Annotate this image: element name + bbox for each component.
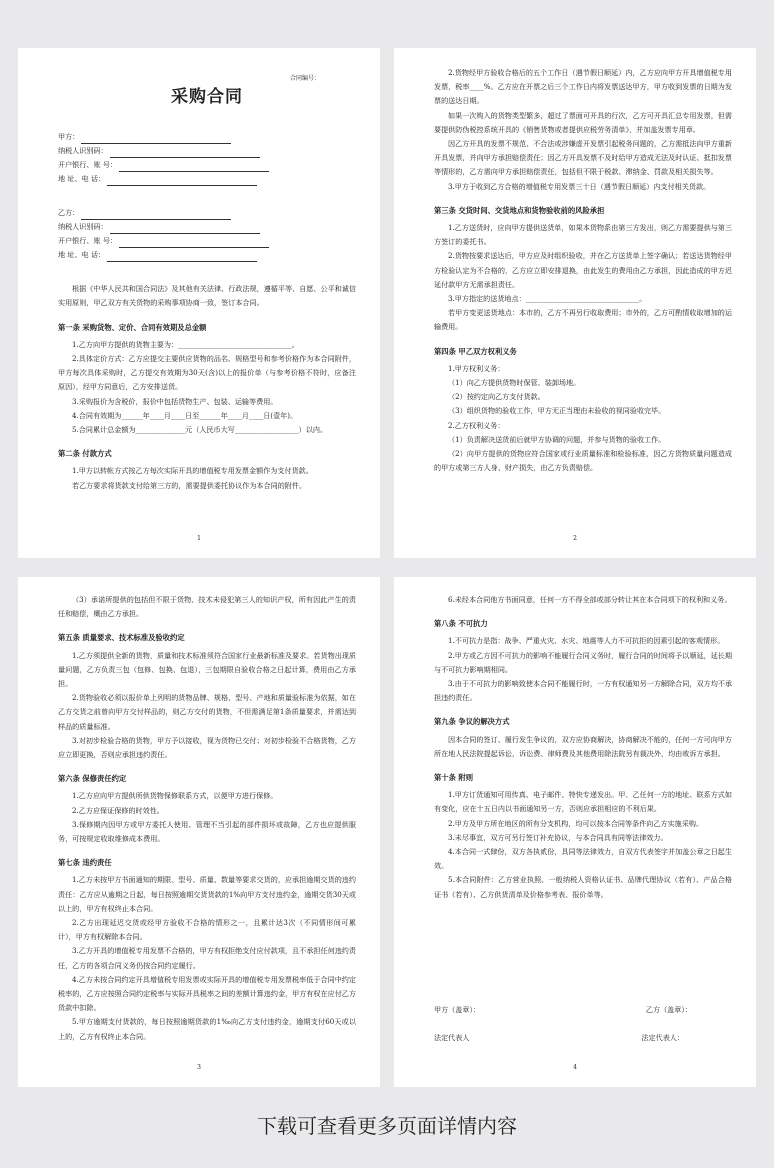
- blank-line: [119, 163, 269, 172]
- party-b-address-row: 地 址、电 话：: [58, 248, 356, 262]
- section-heading: 第六条 保修责任约定: [58, 774, 127, 784]
- clause: 2.甲方及甲方所在地区的所有分支机构，均可以按本合同等条件向乙方实施采购。: [448, 818, 704, 828]
- document-title: 采购合同: [171, 87, 243, 107]
- document-page-4: [394, 577, 756, 1087]
- party-a-representative-label: 法定代表人: [434, 1033, 470, 1042]
- clause: 4.本合同一式肆份，双方各执贰份，具同等法律效力，自双方代表签字并加盖公章之日起生效。: [434, 847, 732, 871]
- clause: 因乙方开具的发票不规范、不合法或涉嫌虚开发票引起税务问题的，乙方需抵法向甲方重新开具发票，并向甲方承担赔偿责任；因乙方开具发票不及时给甲方造成无法及时认证、抵扣发票等情形的，乙方需向甲方承担赔偿责任，包括但不限于税款、滞纳金、罚款及相关损失等。: [434, 139, 732, 177]
- party-a-bank-row: 开户银行、账 号：: [58, 158, 356, 172]
- clause: 1.甲方以转帐方式按乙方每次实际开具的增值税专用发票金额作为支付货款。: [72, 466, 313, 476]
- clause: 2.乙方权利义务：: [448, 420, 505, 430]
- document-page-2: [394, 48, 756, 558]
- sub-clause: （2）向甲方提供的货物应符合国家或行业质量标准和检验标准，因乙方货物质量问题造成的甲方或第三方人身、财产损失，由乙方负责赔偿。: [434, 449, 732, 473]
- clause: 5.合同累计总金额为______________元（人民币大写__________________）以内。: [72, 425, 328, 435]
- download-caption: 下载可查看更多页面详情内容: [257, 1114, 517, 1138]
- clause: 2.货物经甲方验收合格后的五个工作日（遇节假日顺延）内，乙方应向甲方开具增值税专用发票，税率____%。乙方应在开票之后三个工作日内将发票送达甲方，甲方收到发票的日期为发票的送达日期。: [434, 68, 732, 106]
- clause: 1.不可抗力是指：战争、严重火灾、水灾、地震等人力不可抗拒的因素引起的客观情形。: [448, 636, 725, 646]
- party-a-tax-row: 纳税人识别码：: [58, 144, 356, 158]
- clause: 2.甲方或乙方因不可抗力的影响不能履行合同义务时，履行合同的时间将予以顺延，延长期与不可抗力影响期相同。: [434, 650, 732, 674]
- clause: 3.保修期内因甲方或甲方委托人使用、管理不当引起的部件损坏或故障，乙方也应提供服务，可按规定收取维修成本费用。: [58, 819, 356, 844]
- blank-line: [110, 149, 260, 158]
- clause: 6.未经本合同他方书面同意，任何一方不得全部或部分转让其在本合同项下的权利和义务。: [448, 595, 732, 604]
- signature-block: [434, 1003, 732, 1059]
- clause: 1.乙方未按甲方书面通知的期限、型号、质量、数量等要求交货的，应承担逾期交货的违约责任：乙方应从逾期之日起，每日按照逾期交货货款的1%向甲方支付违约金，逾期交货30天或以上的，甲方有权终止本合同。: [58, 875, 356, 913]
- clause: 3.甲方指定的送货地点：________________________________。: [448, 294, 647, 304]
- clause: 因本合同的签订、履行发生争议的，双方应协商解决，协商解决不能的，任何一方可向甲方所在地人民法院提起诉讼，诉讼费、律师费及其他费用除法院另有裁决外，均由败诉方承担。: [434, 734, 732, 758]
- sub-clause: （2）按约定向乙方支付货款。: [448, 392, 545, 402]
- party-a-seal-label: 甲方（盖章）：: [434, 1005, 481, 1014]
- intro-paragraph: 根据《中华人民共和国合同法》及其他有关法律、行政法规，遵循平等、自愿、公平和诚信实用原则，甲乙双方有关货物的采购事项协商一致，签订本合同。: [58, 284, 356, 308]
- section-heading: 第九条 争议的解决方式: [434, 717, 510, 727]
- clause: 1.甲方订货通知可用传真、电子邮件、特快专递发出。甲、乙任何一方的地址、联系方式如有变化，应在十五日内以书面通知另一方，否则应承担相应的不利后果。: [434, 790, 732, 814]
- blank-line: [81, 135, 231, 144]
- party-b-block: [58, 206, 356, 262]
- clause: 1.乙方向甲方提供的货物主要为：________________________________。: [72, 339, 299, 349]
- party-b-seal-label: 乙方（盖章）：: [645, 1005, 692, 1014]
- clause: 4.合同有效期为______年____月____日至______年____月____日(壹年)。: [72, 410, 298, 420]
- clause: 3.乙方开具的增值税专用发票不合格的，甲方有权拒绝支付应付款项，且不承担任何违约责任，乙方的各项合同义务仍按合同约定履行。: [58, 946, 356, 970]
- clause: 5.本合同附件：乙方营业执照、一般纳税人资格认证书、品牌代理协议（若有）、产品合格证书（若有）、乙方供货清单及价格参考表、报价单等。: [434, 875, 732, 899]
- clause: 2.货物验收必须以报价单上列明的货物品牌、规格、型号、产地和质量验标准为依据，如在乙方交货之前曾向甲方交付样品的，则乙方交付的货物，不但需满足第1条质量要求，并需达到样品的质量标准。: [58, 693, 356, 731]
- blank-line: [107, 177, 257, 186]
- clause: 若甲方变更送货地点：本市的，乙方不再另行收取费用；市外的，乙方可酌情收取增加的运输费用。: [434, 308, 732, 332]
- clause: 4.乙方未按合同约定开具增值税专用发票或实际开具的增值税专用发票税率低于合同中约定税率的，乙方应按照合同约定税率与实际开具税率之间的差额计算违约金，甲方有权在应付乙方货款中扣除。: [58, 974, 356, 1013]
- party-b-representative-label: 法定代表人：: [641, 1033, 684, 1042]
- party-b-bank-row: 开户银行、账 号：: [58, 234, 356, 248]
- sub-clause: （1）向乙方提供货物时保管、装卸场地。: [448, 378, 581, 388]
- page-number: 3: [197, 1063, 201, 1071]
- clause: 2.货物按要求送达后，甲方应及时组织验收，并在乙方送货单上签字确认；若送达货物经甲方检验认定为不合格的，乙方应立即安排退换，由此发生的费用由乙方承担，因此造成的甲方迟延付款甲方无需承担责任。: [434, 251, 732, 289]
- page-number: 2: [573, 534, 577, 542]
- clause: 3.未尽事宜，双方可另行签订补充协议，与本合同具有同等法律效力。: [448, 832, 668, 842]
- party-b-name-row: 乙方：: [58, 206, 356, 220]
- clause: 1.甲方权利义务：: [448, 363, 505, 373]
- page-number: 1: [197, 534, 201, 542]
- section-heading: 第十条 附则: [434, 773, 474, 783]
- clause: 5.甲方逾期支付货款的，每日按照逾期货款的1‰向乙方支付违约金，逾期支付60天或以上的，乙方有权终止本合同。: [58, 1017, 356, 1041]
- section-heading: 第一条 采购货物、定价、合同有效期及总金额: [58, 322, 207, 332]
- document-page-3: [18, 577, 380, 1087]
- section-heading: 第五条 质量要求、技术标准及验收约定: [58, 633, 185, 643]
- blank-line: [110, 225, 260, 234]
- seal-row: [434, 1003, 732, 1031]
- clause: 1.乙方应向甲方提供所供货物保修联系方式，以便甲方进行保修。: [72, 791, 278, 801]
- section-heading: 第四条 甲乙双方权利义务: [434, 346, 517, 356]
- blank-line: [107, 253, 257, 262]
- representative-row: [434, 1031, 732, 1059]
- blank-line: [119, 239, 269, 248]
- clause: 1.乙方须提供全新的货物，质量和技术标准须符合国家行业最新标准及要求。若货物出现质量问题，乙方负责三包（包修、包换、包退），三包期限自验收合格之日起计算，费用由乙方承担。: [58, 650, 356, 689]
- clause: 3.由于不可抗力的影响致使本合同不能履行时，一方有权通知另一方解除合同，双方均不承担违约责任。: [434, 679, 732, 703]
- clause: 2.乙方出现延迟交货或经甲方验收不合格的情形之一，且累计达3次（不同情形间可累计），甲方有权解除本合同。: [58, 918, 356, 942]
- clause: 2.具体定价方式：乙方应提交主要供应货物的品名、规格型号和参考价格作为本合同附件，甲方每次具体采购时，乙方提交有效期为30天(含)以上的报价单（与参考价格不符时，应备注原因），经甲方同意后，乙方安排送货。: [58, 354, 356, 392]
- section-heading: 第七条 违约责任: [58, 858, 112, 868]
- clause: 3.采购报价为含税价，报价中包括货物生产、包装、运输等费用。: [72, 396, 278, 406]
- sub-clause: （3）组织货物的验收工作，甲方无正当理由未验收的视同验收完毕。: [448, 406, 666, 416]
- section-heading: 第二条 付款方式: [58, 449, 112, 459]
- blank-line: [81, 211, 231, 220]
- section-heading: 第三条 交货时间、交货地点和货物验收前的风险承担: [434, 205, 605, 215]
- party-b-tax-row: 纳税人识别码：: [58, 220, 356, 234]
- sub-clause: （1）负责解决送货前后就甲方协调的问题，并参与货物的验收工作。: [448, 434, 666, 444]
- document-page-1: [18, 48, 380, 558]
- clause: 如果一次购入的货物类型繁多，超过了票面可开具的行次，乙方可开具汇总专用发票，但需要提供防伪税控系统开具的《销售货物或者提供应税劳务清单》，并加盖发票专用章。: [434, 110, 732, 134]
- clause: （3）承诺所提供的包括但不限于货物、技术未侵犯第三人的知识产权，所有因此产生的责任和赔偿，概由乙方承担。: [58, 595, 356, 619]
- party-a-address-row: 地 址、电 话：: [58, 172, 356, 186]
- contract-number-label: 合同编号：: [289, 75, 320, 82]
- clause: 3.甲方于收到乙方合格的增值税专用发票三十日（遇节假日顺延）内支付相关货款。: [448, 181, 711, 191]
- clause: 若乙方要求将货款支付给第三方的，需要提供委托协议作为本合同的附件。: [72, 480, 307, 490]
- clause: 2.乙方应保证保修的时效性。: [72, 805, 164, 815]
- party-a-name-row: 甲方：: [58, 130, 356, 144]
- clause: 3.对初步检验合格的货物，甲方予以接收，视为货物已交付；对初步检验不合格货物，乙方应立即更换，否则应承担违约责任。: [58, 735, 356, 760]
- clause: 1.乙方送货时，应向甲方提供送货单，如果本货物系由第三方发出，则乙方需要提供与第三方签订的委托书。: [434, 223, 732, 247]
- section-heading: 第八条 不可抗力: [434, 619, 488, 629]
- party-a-block: [58, 130, 356, 186]
- page-number: 4: [573, 1063, 577, 1071]
